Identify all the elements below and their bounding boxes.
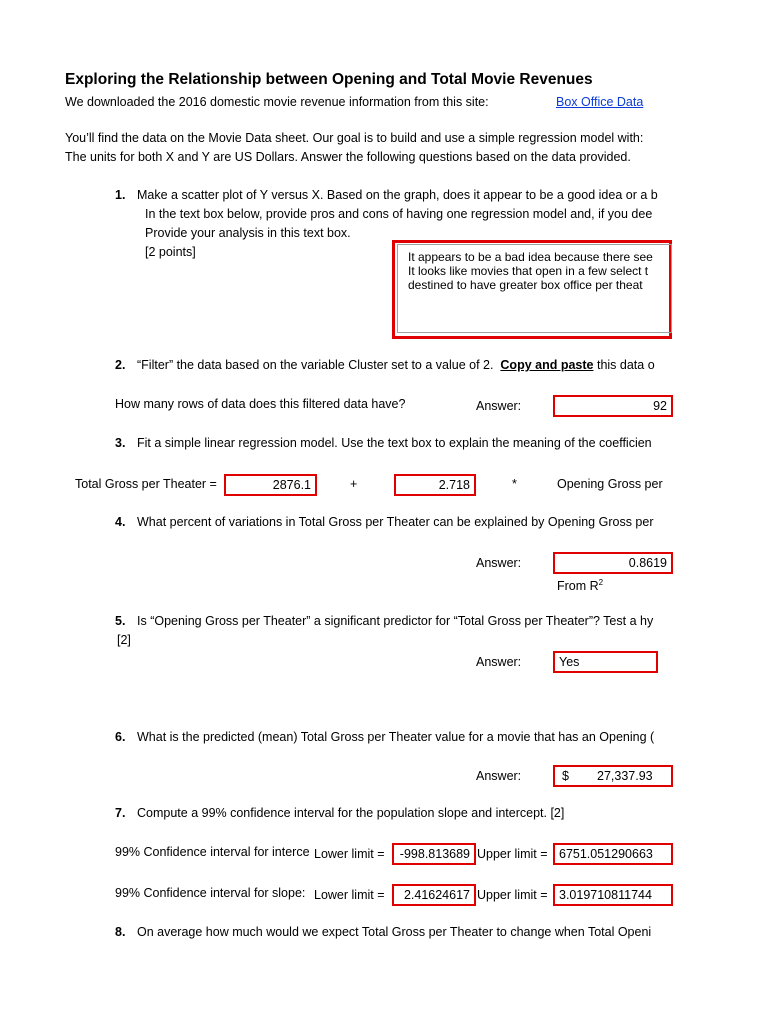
q2-number: 2. (115, 358, 126, 372)
q4-note-text: From R (557, 579, 599, 594)
q7-slope-lower-label: Lower limit = (314, 888, 385, 902)
q4-number: 4. (115, 515, 126, 529)
q7-intercept-lower-value: -998.813689 (399, 847, 470, 861)
q4-note-superscript: 2 (598, 578, 604, 587)
q5-answer-cell[interactable] (553, 651, 658, 673)
q2-text (137, 358, 655, 372)
q5-text: Is “Opening Gross per Theater” a significant predictor for “Total Gross per Theater”? Test a hy (137, 614, 654, 628)
q3-number: 3. (115, 436, 126, 450)
q4-answer-cell[interactable] (553, 552, 673, 574)
q1-answer-line-3: destined to have greater box office per theat (408, 278, 643, 292)
q8-text: On average how much would we expect Total Gross per Theater to change when Total Openi (137, 925, 652, 939)
q1-text-line-2: In the text box below, provide pros and cons of having one regression model and, if you dee (145, 207, 653, 221)
q3-equation-rhs: Opening Gross per (557, 477, 663, 491)
q1-text-line-3: Provide your analysis in this text box. (145, 226, 351, 240)
q4-text: What percent of variations in Total Gross per Theater can be explained by Opening Gross per (137, 515, 654, 529)
q3-equation-lhs: Total Gross per Theater = (75, 477, 217, 491)
q3-slope-cell[interactable] (394, 474, 476, 496)
q7-slope-upper-label: Upper limit = (477, 888, 548, 902)
q7-intercept-lower-label: Lower limit = (314, 847, 385, 861)
q4-answer-label: Answer: (476, 556, 522, 570)
q1-answer-line-1: It appears to be a bad idea because there see (408, 250, 653, 264)
q5-answer-label: Answer: (476, 655, 522, 669)
q4-note (557, 578, 603, 593)
q7-intercept-upper-value: 6751.051290663 (559, 847, 653, 861)
q6-answer-value: 27,337.93 (597, 769, 653, 783)
q2-answer-label: Answer: (476, 399, 522, 413)
q3-times-sign: * (512, 477, 517, 491)
intro-line-2: You’ll find the data on the Movie Data sheet. Our goal is to build and use a simple regression model with: (65, 131, 644, 145)
q6-answer-cell[interactable] (553, 765, 673, 787)
q2-answer-value: 92 (653, 399, 667, 413)
page-title: Exploring the Relationship between Opening and Total Movie Revenues (65, 71, 593, 88)
q3-slope-value: 2.718 (438, 478, 470, 492)
q7-slope-label: 99% Confidence interval for slope: (115, 886, 306, 900)
q6-number: 6. (115, 730, 126, 744)
q7-slope-upper-value: 3.019710811744 (559, 888, 652, 902)
q6-text: What is the predicted (mean) Total Gross per Theater value for a movie that has an Opening ( (137, 730, 655, 744)
q1-answer-line-2: It looks like movies that open in a few select t (408, 264, 649, 278)
box-office-data-link[interactable]: Box Office Data (556, 95, 644, 109)
q3-intercept-value: 2876.1 (272, 478, 311, 492)
q7-text: Compute a 99% confidence interval for the population slope and intercept. [2] (137, 806, 565, 820)
q5-answer-value: Yes (559, 655, 580, 669)
q7-intercept-label: 99% Confidence interval for interce (115, 845, 310, 859)
q1-points: [2 points] (145, 245, 196, 259)
q7-slope-lower-value: 2.41624617 (403, 888, 470, 902)
q6-answer-label: Answer: (476, 769, 522, 783)
q7-slope-upper-cell[interactable] (553, 884, 673, 906)
q1-number: 1. (115, 188, 126, 202)
q3-plus-sign: + (350, 477, 358, 491)
q4-answer-value: 0.8619 (628, 556, 667, 570)
intro-line-3: The units for both X and Y are US Dollars. Answer the following questions based on the data provided. (65, 150, 631, 164)
q6-currency-symbol: $ (562, 769, 569, 783)
q7-slope-lower-cell[interactable] (392, 884, 476, 906)
q7-intercept-upper-cell[interactable] (553, 843, 673, 865)
q3-text: Fit a simple linear regression model. Use the text box to explain the meaning of the coefficien (137, 436, 652, 450)
q5-points: [2] (117, 633, 131, 647)
q7-intercept-lower-cell[interactable] (392, 843, 476, 865)
q2-text-a: “Filter” the data based on the variable Cluster set to a value of 2. (137, 358, 494, 372)
q2-subquestion: How many rows of data does this filtered data have? (115, 397, 406, 411)
intro-line-1: We downloaded the 2016 domestic movie revenue information from this site: (65, 95, 489, 109)
q5-number: 5. (115, 614, 126, 628)
q2-answer-cell[interactable] (553, 395, 673, 417)
q2-text-c: this data o (596, 358, 655, 372)
q7-intercept-upper-label: Upper limit = (477, 847, 548, 861)
q1-text-line-1: Make a scatter plot of Y versus X. Based on the graph, does it appear to be a good idea or a b (137, 188, 658, 202)
q8-number: 8. (115, 925, 126, 939)
q7-number: 7. (115, 806, 126, 820)
q2-copy-paste: Copy and paste (500, 358, 594, 372)
q3-intercept-cell[interactable] (224, 474, 317, 496)
